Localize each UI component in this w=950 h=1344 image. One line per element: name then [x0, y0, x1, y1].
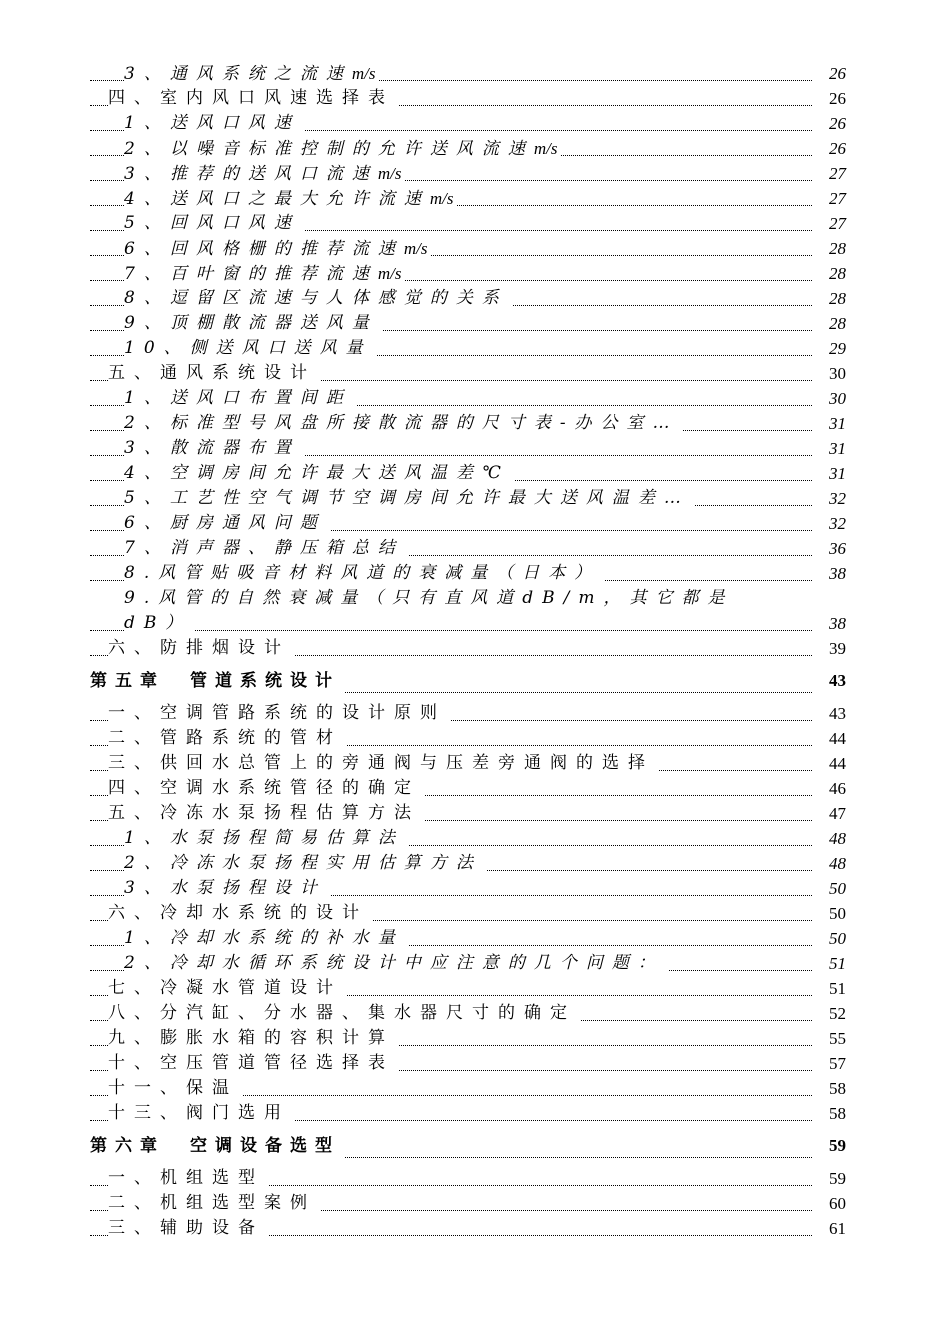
- toc-entry-page-number: 60: [829, 1194, 846, 1213]
- toc-entry-title: 6、回风格栅的推荐流速m/s: [124, 236, 431, 262]
- toc-entry[interactable]: [0, 1216, 950, 1241]
- toc-entry-title: 一、空调管路系统的设计原则: [108, 701, 450, 726]
- toc-entry-page-number: 38: [829, 564, 846, 583]
- toc-entry-page-number: 28: [829, 264, 846, 283]
- toc-entry-title: 十、空压管道管径选择表: [108, 1051, 398, 1076]
- toc-entry-page-number: 39: [829, 639, 846, 658]
- toc-entry-title: 八、分汽缸、分水器、集水器尺寸的确定: [108, 1001, 580, 1026]
- toc-entry-title: 6、厨房通风问题: [124, 511, 330, 536]
- toc-entry-page-number: 43: [829, 704, 846, 723]
- toc-entry-page-number: 55: [829, 1029, 846, 1048]
- toc-entry-page-number: 48: [829, 829, 846, 848]
- toc-chapter-entry[interactable]: [0, 664, 950, 698]
- toc-entry-page-number: 32: [829, 489, 846, 508]
- toc-entry-page-number: 27: [829, 164, 846, 183]
- toc-entry-page-number: 26: [829, 139, 846, 158]
- toc-entry-page-number: 31: [829, 464, 846, 483]
- toc-entry-title: 二、机组选型案例: [108, 1191, 320, 1216]
- toc-entry-title: 六、防排烟设计: [108, 636, 294, 661]
- toc-entry-title: 3、推荐的送风口流速m/s: [124, 161, 405, 187]
- toc-entry-page-number: 32: [829, 514, 846, 533]
- toc-entry-page-number: 29: [829, 339, 846, 358]
- toc-entry-page-number: 46: [829, 779, 846, 798]
- toc-entry-title: 7、消声器、静压箱总结: [124, 536, 408, 561]
- toc-entry-page-number: 57: [829, 1054, 846, 1073]
- toc-entry-title: 三、辅助设备: [108, 1216, 268, 1241]
- toc-entry-page-number: 38: [829, 614, 846, 633]
- toc-entry-unit: m/s: [533, 139, 558, 158]
- dot-leader: [90, 605, 812, 631]
- toc-entry-page-number: 58: [829, 1079, 846, 1098]
- toc-entry-page-number: 27: [829, 189, 846, 208]
- toc-entry-title: 8.风管贴吸音材料风道的衰减量（日本）: [124, 561, 604, 586]
- toc-entry-unit: m/s: [351, 64, 376, 83]
- table-of-contents: [0, 61, 950, 1241]
- toc-entry-page-number: 61: [829, 1219, 846, 1238]
- toc-entry-title: 8、逗留区流速与人体感觉的关系: [124, 286, 512, 311]
- toc-entry-page-number: 31: [829, 414, 846, 433]
- toc-entry-title: 2、冷却水循环系统设计中应注意的几个问题：: [124, 951, 668, 976]
- toc-entry-title: 3、散流器布置: [124, 436, 304, 461]
- toc-entry-page-number: 51: [829, 979, 846, 998]
- toc-entry-title: 二、管路系统的管材: [108, 726, 346, 751]
- toc-entry-page-number: 28: [829, 289, 846, 308]
- toc-entry-title: 六、冷却水系统的设计: [108, 901, 372, 926]
- toc-entry-title: 第五章 管道系统设计: [90, 664, 344, 698]
- toc-entry-page-number: 50: [829, 879, 846, 898]
- toc-entry-page-number: 30: [829, 364, 846, 383]
- toc-entry-unit: m/s: [377, 164, 402, 183]
- toc-entry-page-number: 47: [829, 804, 846, 823]
- toc-entry-page-number: 48: [829, 854, 846, 873]
- toc-entry[interactable]: [0, 561, 950, 586]
- toc-entry-page-number: 26: [829, 89, 846, 108]
- toc-entry-title: 5、回风口风速: [124, 211, 304, 236]
- toc-entry-title: 1、送风口布置间距: [124, 386, 356, 411]
- toc-entry-page-number: 30: [829, 389, 846, 408]
- toc-entry-page-number: 59: [829, 1136, 846, 1155]
- toc-entry-title: 十一、保温: [108, 1076, 242, 1101]
- toc-entry-title: 四、空调水系统管径的确定: [108, 776, 424, 801]
- toc-entry-page-number: 51: [829, 954, 846, 973]
- toc-entry-title: 1、冷却水系统的补水量: [124, 926, 408, 951]
- toc-entry-title: 九、膨胀水箱的容积计算: [108, 1026, 398, 1051]
- toc-entry-title: 五、通风系统设计: [108, 361, 320, 386]
- toc-entry-page-number: 44: [829, 729, 846, 748]
- toc-entry-title: dB）: [124, 611, 195, 636]
- toc-entry-title: 2、以噪音标准控制的允许送风流速m/s: [124, 136, 561, 162]
- toc-entry-page-number: 36: [829, 539, 846, 558]
- toc-entry-title: 第六章 空调设备选型: [90, 1129, 344, 1163]
- toc-entry-title: 四、室内风口风速选择表: [108, 86, 398, 111]
- toc-entry-unit: m/s: [377, 264, 402, 283]
- toc-entry-page-number: 31: [829, 439, 846, 458]
- toc-entry-page-number: 28: [829, 239, 846, 258]
- toc-entry-title: 9、顶棚散流器送风量: [124, 311, 382, 336]
- toc-entry-page-number: 59: [829, 1169, 846, 1188]
- toc-entry-page-number: 43: [829, 671, 846, 690]
- toc-entry-page-number: 58: [829, 1104, 846, 1123]
- toc-entry-title: 10、侧送风口送风量: [124, 336, 376, 361]
- toc-entry-title: 七、冷凝水管道设计: [108, 976, 346, 1001]
- toc-entry-title: 9.风管的自然衰减量（只有直风道dB/m，其它都是: [124, 586, 737, 611]
- toc-entry-page-number: 28: [829, 314, 846, 333]
- toc-entry-title: 3、水泵扬程设计: [124, 876, 330, 901]
- toc-entry-title: 一、机组选型: [108, 1166, 268, 1191]
- toc-entry-page-number: 52: [829, 1004, 846, 1023]
- toc-entry-title: 1、送风口风速: [124, 111, 304, 136]
- toc-entry-title: 2、冷冻水泵扬程实用估算方法: [124, 851, 486, 876]
- toc-entry-title: 7、百叶窗的推荐流速m/s: [124, 261, 405, 287]
- toc-entry-page-number: 26: [829, 64, 846, 83]
- toc-entry-title: 十三、阀门选用: [108, 1101, 294, 1126]
- toc-entry-title: 4、送风口之最大允许流速m/s: [124, 186, 457, 212]
- toc-entry-page-number: 44: [829, 754, 846, 773]
- toc-entry-title: 五、冷冻水泵扬程估算方法: [108, 801, 424, 826]
- toc-entry-page-number: 26: [829, 114, 846, 133]
- toc-entry-page-number: 50: [829, 929, 846, 948]
- toc-chapter-entry[interactable]: [0, 1129, 950, 1163]
- toc-entry-title: 2、标准型号风盘所接散流器的尺寸表-办公室…: [124, 411, 683, 436]
- toc-entry-unit: m/s: [429, 189, 454, 208]
- toc-entry-title: 4、空调房间允许最大送风温差℃: [124, 461, 514, 486]
- toc-entry-title: 三、供回水总管上的旁通阀与压差旁通阀的选择: [108, 751, 658, 776]
- toc-entry-page-number: 27: [829, 214, 846, 233]
- toc-entry-page-number: 50: [829, 904, 846, 923]
- toc-entry-title: 3、通风系统之流速m/s: [124, 61, 379, 87]
- toc-entry-unit: m/s: [403, 239, 428, 258]
- toc-entry-title: 5、工艺性空气调节空调房间允许最大送风温差…: [124, 486, 694, 511]
- toc-entry-title: 1、水泵扬程简易估算法: [124, 826, 408, 851]
